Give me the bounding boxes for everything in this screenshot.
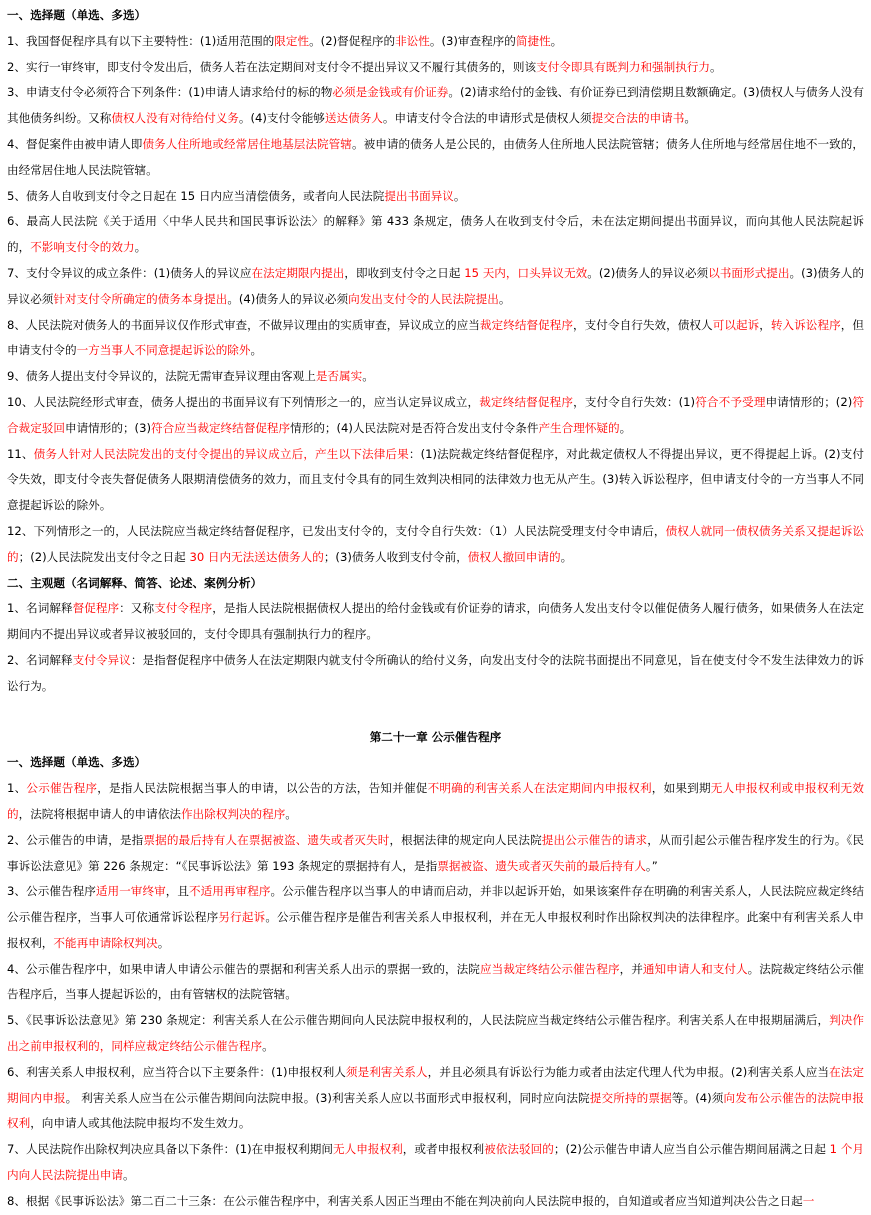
body-text: ，并 [619,961,643,976]
highlighted-text: 转入诉讼程序 [770,317,841,332]
body-text: ；(3)债务人收到支付令前， [323,549,468,564]
highlighted-text: 1 个月内向人民法院提出申请 [7,1142,864,1183]
body-text: 。法院裁定终结公示催告程序后，当事人提起诉讼的，由有管辖权的法院管辖。 [7,961,864,1002]
highlighted-text: 应当裁定终结公示催告程序 [479,961,620,976]
body-text: 。 [285,806,297,821]
body-text: 。 [453,188,466,203]
chapter-title: 第二十一章 公示催告程序 [369,729,502,744]
question-item [7,828,864,880]
question-item [7,184,864,210]
body-text: 。(3)债务人的异议必须 [7,265,864,306]
body-text: ：又称 [119,601,155,616]
question-item [7,132,864,184]
question-item [7,80,864,132]
body-text: 1、 [7,781,27,796]
body-text: ，并且必须具有诉讼行为能力或者由法定代理人代为申报。(2)利害关系人应当 [427,1064,830,1079]
question-item [7,1060,864,1137]
body-text: 5、债务人自收到支付令之日起在 15 日内应当清偿债务，或者向人民法院 [7,188,385,203]
body-text: ；(2)人民法院发出支付令之日起 [18,549,190,564]
question-item [7,1189,864,1215]
body-text: 。(2)债务人的异议必须 [587,265,709,280]
body-text: 9、债务人提出支付令异议的，法院无需审查异议理由客观上 [7,369,316,384]
question-list-supervision [7,29,864,571]
highlighted-text: 无人申报权利 [333,1142,403,1157]
body-text: 申请情形的；(3) [64,420,151,435]
question-item [7,879,864,956]
body-text: 12、下列情形之一的，人民法院应当裁定终结督促程序，已发出支付令的，支付令自行失效：（1）人民法院受理支付令申请后， [7,523,666,538]
body-text: 。(2)督促程序的 [309,33,396,48]
body-text: ，但申请支付令的 [7,317,864,358]
body-text: 7、人民法院作出除权判决应具备以下条件：(1)在申报权利期间 [7,1142,334,1157]
question-item [7,209,864,261]
body-text: 。公示催告程序是催告利害关系人申报权利，并在无人申报权利时作出除权判决的法律程序。此案中有利害关系人申报权利， [7,910,864,950]
body-text: ，从而引起公示催告程序发生的行为。《民事诉讼法意见》第 226 条规定：“《民事诉讼法》第 193 条规定的票据持有人，是指 [7,832,864,873]
highlighted-text: 可以起诉 [712,317,760,332]
body-text: 。 [134,240,147,255]
highlighted-text: 一方当事人不同意提起诉讼的除外 [76,343,251,358]
question-item [7,957,864,1009]
body-text: ，法院将根据申请人的申请依法 [18,806,181,821]
body-text: ，是指人民法院根据当事人的申请，以公告的方法，告知并催促 [97,781,428,796]
highlighted-text: 提出公示催告的请求 [541,832,648,847]
body-text: ：(1)法院裁定终结督促程序，对此裁定债权人不得提出异议，更不得提起上诉。(2)支付令失效，即支付令丧失督促债务人限期清偿债务的效力，而且支付令具有的同生效判决相同的法律效力也无从产生。(3)转入诉讼程序，但申请支付令的一方当事人不同意提起诉讼的除外。 [7,446,864,513]
highlighted-text: 符合应当裁定终结督促程序 [150,420,291,435]
body-text: ，且 [165,884,189,899]
question-list-subjective [7,596,864,699]
body-text: 。(4)债务人的异议必须 [227,291,349,306]
body-text: 。 [262,1039,274,1054]
highlighted-text: 被依法驳回的 [484,1142,554,1157]
highlighted-text: 无人申报权利或申报权利无效的 [7,781,864,821]
question-item [7,648,864,700]
body-text: 。 [122,1168,135,1183]
highlighted-text: 必须是金钱或有价证券 [332,85,449,100]
question-item [7,596,864,648]
body-text: ，向申请人或其他法院申报均不发生效力。 [30,1116,251,1131]
body-text: 。 利害关系人应当在公示催告期间向法院申报。(3)利害关系人应以书面形式申报权利，同时应向法院 [65,1090,590,1105]
highlighted-text: 裁定终结督促程序 [479,317,574,332]
highlighted-text: 一 [802,1193,815,1208]
question-item [7,29,864,55]
body-text: 。公示催告程序以当事人的申请而启动，并非以起诉开始，如果该案件存在明确的利害关系人，人民法院应裁定终结公示催告程序，当事人可依通常诉讼程序 [7,884,864,925]
body-text: ，或者申报权利 [402,1142,485,1157]
highlighted-text: 债务人针对人民法院发出的支付令提出的异议成立后，产生以下法律后果 [33,446,409,461]
body-text: 3、公示催告程序 [7,884,96,899]
highlighted-text: 裁定终结督促程序 [479,394,574,409]
highlighted-text: 债权人就同一债权债务关系又提起诉讼的 [7,523,864,564]
body-text: 。 [498,291,511,306]
body-text: ：是指督促程序中债务人在法定期限内就支付令所确认的给付义务，向发出支付令的法院书面提出不同意见，旨在使支付令不发生法律效力的诉讼行为。 [7,652,864,693]
question-item [7,1008,864,1060]
body-text: 。 [710,59,722,74]
body-text: 。 [619,420,632,435]
body-text: 。(3)审查程序的 [429,33,516,48]
highlighted-text: 支付令异议 [72,652,131,667]
body-text: 7、支付令异议的成立条件：(1)债务人的异议应 [7,265,252,280]
question-item [7,442,864,519]
body-text: 2、名词解释 [7,652,73,667]
highlighted-text: 提交所持的票据 [589,1090,672,1105]
body-text: 等。(4)须 [671,1090,724,1105]
highlighted-text: 在法定期间内申报 [7,1064,864,1105]
body-text: ，支付令自行失效，债权人 [573,317,713,332]
highlighted-text: 符合裁定驳回 [7,394,864,435]
body-text: ，根据法律的规定向人民法院 [389,832,542,847]
highlighted-text: 符合不予受理 [695,394,766,409]
body-text: 4、督促案件由被申请人即 [7,136,143,151]
body-text: ，如果到期 [651,781,711,796]
question-item [7,776,864,828]
highlighted-text: 督促程序 [72,601,120,616]
highlighted-text: 向发布公示催告的法院申报权利 [7,1090,864,1131]
highlighted-text: 票据的最后持有人在票据被盗、遗失或者灭失时 [143,832,390,847]
body-text: ， [759,317,771,332]
body-text: 。被申请的债务人是公民的，由债务人住所地人民法院管辖；债务人住所地与经常居住地不一致的，由经常居住地人民法院管辖。 [7,136,864,177]
highlighted-text: 非讼性 [395,33,430,48]
highlighted-text: 15 天内，口头异议无效 [464,265,588,280]
highlighted-text: 票据被盗、遗失或者灭失前的最后持有人 [437,858,646,873]
highlighted-text: 产生合理怀疑的 [538,420,620,435]
body-text: 2、公示催告的申请，是指 [7,832,144,847]
body-text: 8、根据《民事诉讼法》第二百二十三条：在公示催告程序中，利害关系人因正当理由不能在判决前向人民法院申报的，自知道或者应当知道判决公告之日起 [7,1193,803,1208]
highlighted-text: 通知申请人和支付人 [642,961,748,976]
body-text: 。 [684,111,696,126]
highlighted-text: 送达债务人 [324,111,383,126]
body-text: ；(2)公示催告申请人应当自公示催告期间届满之日起 [553,1142,830,1157]
body-text: 。 [560,549,573,564]
question-item [7,519,864,571]
body-text: ，支付令自行失效：(1) [573,394,696,409]
body-text: 。申请支付令合法的申请形式是债权人须 [382,111,592,126]
highlighted-text: 不明确的利害关系人在法定期间内申报权利 [427,781,652,796]
highlighted-text: 30 日内无法送达债务人的 [189,549,324,564]
highlighted-text: 公示催告程序 [26,781,98,796]
body-text: 8、人民法院对债务人的书面异议仅作形式审查，不做异议理由的实质审查，异议成立的应当 [7,317,480,332]
highlighted-text: 适用一审终审 [95,884,166,899]
body-text: 6、最高人民法院《关于适用〈中华人民共和国民事诉讼法〉的解释》第 433 条规定，债务人在收到支付令后，未在法定期间提出书面异议，而向其他人民法院起诉的， [7,214,864,255]
highlighted-text: 针对支付令所确定的债务本身提出 [53,291,228,306]
question-item [7,390,864,442]
highlighted-text: 在法定期限内提出 [251,265,345,280]
highlighted-text: 限定性 [274,33,310,48]
highlighted-text: 提出书面异议 [384,188,454,203]
highlighted-text: 作出除权判决的程序 [180,806,286,821]
body-text: ，是指人民法院根据债权人提出的给付金钱或有价证券的请求，向债务人发出支付令以催促债务人履行债务，如果债务人在法定期间内不提出异议或者异议被驳回的，支付令即具有强制执行力的程序。 [7,601,864,642]
highlighted-text: 判决作出之前申报权利的，同样应裁定终结公示催告程序 [7,1013,864,1054]
body-text: 申请情形的；(2) [765,394,853,409]
body-text: 情形的；(4)人民法院对是否符合发出支付令条件 [290,420,539,435]
highlighted-text: 向发出支付令的人民法院提出 [348,291,499,306]
highlighted-text: 以书面形式提出 [708,265,790,280]
body-text: 。” [645,858,658,873]
highlighted-text: 另行起诉 [218,910,266,925]
question-item [7,55,864,81]
highlighted-text: 支付令程序 [154,601,213,616]
body-text: 。 [250,343,263,358]
highlighted-text: 不能再申请除权判决 [53,935,158,950]
chapter-spacer [7,700,864,725]
body-text: ，即收到支付令之日起 [344,265,465,280]
highlighted-text: 是否属实 [315,369,363,384]
highlighted-text: 债务人住所地或经常居住地基层法院管辖 [142,136,352,151]
highlighted-text: 简捷性 [515,33,551,48]
section-heading-choice-ch21: 一、选择题（单选、多选） [7,755,147,770]
question-item [7,261,864,313]
body-text: 10、人民法院经形式审查，债务人提出的书面异议有下列情形之一的，应当认定异议成立， [7,394,480,409]
body-text: 1、我国督促程序具有以下主要特性：(1)适用范围的 [7,33,275,48]
body-text: 11、 [7,446,34,461]
question-item [7,364,864,390]
highlighted-text: 须是利害关系人 [345,1064,428,1079]
body-text: 2、实行一审终审，即支付令发出后，债务人若在法定期间对支付令不提出异议又不履行其债务的，则该 [7,59,537,74]
body-text: 。(2)请求给付的金钱、有价证券已到清偿期且数额确定。(3)债权人与债务人没有其他债务纠纷。又称 [7,85,864,126]
body-text: 。(4)支付令能够 [238,111,325,126]
body-text: 。 [362,369,374,384]
body-text: 。 [157,935,170,950]
body-text: 。 [550,33,563,48]
body-text: 1、名词解释 [7,601,73,616]
highlighted-text: 债权人没有对待给付义务 [111,111,239,126]
body-text: 3、申请支付令必须符合下列条件：(1)申请人请求给付的标的物 [7,85,333,100]
body-text: 5、《民事诉讼法意见》第 230 条规定：利害关系人在公示催告期间向人民法院申报权利的，人民法院应当裁定终结公示催告程序。利害关系人在申报期届满后， [7,1013,830,1028]
body-text: 6、利害关系人申报权利，应当符合以下主要条件：(1)申报权利人 [7,1064,346,1079]
question-item [7,1137,864,1189]
highlighted-text: 提交合法的申请书 [591,111,685,126]
body-text: 4、公示催告程序中，如果申请人申请公示催告的票据和利害关系人出示的票据一致的，法院 [7,961,480,976]
section-heading-choice: 一、选择题（单选、多选） [7,8,147,22]
highlighted-text: 债权人撤回申请的 [467,549,561,564]
section-heading-subjective: 二、主观题（名词解释、简答、论述、案例分析） [7,575,263,590]
highlighted-text: 不影响支付令的效力 [30,240,135,255]
question-item [7,313,864,365]
question-list-public-summons [7,776,864,1215]
highlighted-text: 不适用再审程序 [189,884,271,899]
highlighted-text: 支付令即具有既判力和强制执行力 [536,59,711,74]
